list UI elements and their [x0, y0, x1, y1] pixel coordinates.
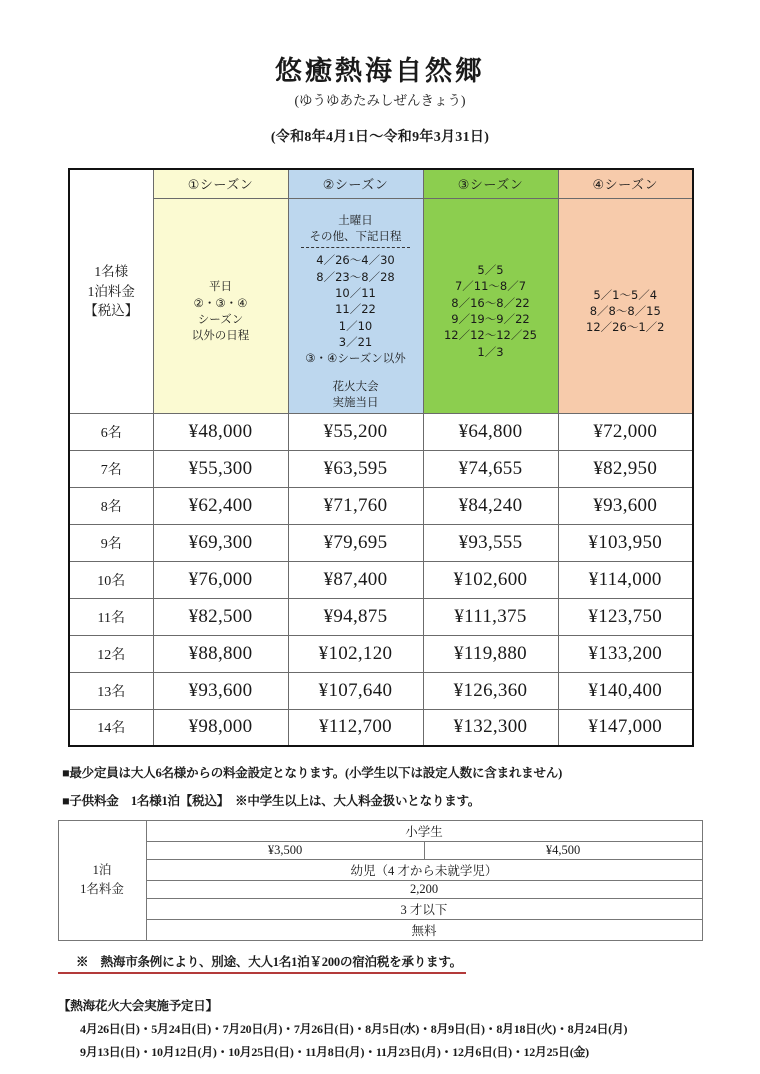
season-date-line: 8／23～8／28: [316, 269, 395, 284]
season-detail-line: 以外の日程: [191, 328, 250, 343]
spacer: [289, 367, 423, 378]
party-size-cell: 6名: [69, 413, 153, 450]
row-header-label-line: 1名様: [94, 263, 129, 279]
season-date-line: 5／1～5／4: [593, 287, 658, 302]
price-cell-season-4: ¥133,200: [558, 635, 693, 672]
child-table-cell: 無料: [146, 919, 702, 940]
season-date-line: 1／10: [338, 318, 373, 333]
season-date-line: 3／21: [338, 335, 373, 350]
table-row: [69, 561, 693, 598]
child-price-table: [58, 820, 703, 941]
price-cell-season-1: ¥76,000: [153, 561, 288, 598]
season-detail-2: [288, 198, 423, 413]
main-price-table: [68, 168, 694, 747]
season-detail-line: シーズン: [197, 312, 244, 327]
fireworks-schedule-line: 4月26日(日)・5月24日(日)・7月20日(月)・7月26日(日)・8月5日(水)・8月9日(日)・8月18日(火)・8月24日(月): [80, 1021, 628, 1036]
table-row: [69, 450, 693, 487]
child-table-row: [58, 820, 702, 841]
child-table-row: [58, 919, 702, 940]
price-cell-season-3: ¥132,300: [423, 709, 558, 746]
price-cell-season-3: ¥111,375: [423, 598, 558, 635]
table-row: [69, 487, 693, 524]
season-date-line: 9／19～9／22: [451, 312, 530, 327]
child-price-right: ¥4,500: [424, 841, 702, 859]
page-title: 悠癒熱海自然郷: [275, 56, 485, 86]
footer-block: [50, 952, 710, 1060]
fireworks-schedule-line: 9月13日(日)・10月12日(月)・10月25日(日)・11月8日(月)・11月23日(月)・12月6日(日)・12月25日(金): [80, 1044, 589, 1059]
table-row: [69, 524, 693, 561]
price-cell-season-1: ¥48,000: [153, 413, 288, 450]
validity-period: (令和8年4月1日～令和9年3月31日): [270, 130, 490, 146]
child-table-row: [58, 841, 702, 859]
dashed-divider: [301, 247, 411, 248]
fireworks-schedule-title: 【熱海花火大会実施予定日】: [58, 998, 218, 1013]
price-cell-season-4: ¥123,750: [558, 598, 693, 635]
party-size-cell: 8名: [69, 487, 153, 524]
price-cell-season-2: ¥112,700: [288, 709, 423, 746]
season-detail-1: [153, 198, 288, 413]
price-cell-season-4: ¥82,950: [558, 450, 693, 487]
price-cell-season-3: ¥64,800: [423, 413, 558, 450]
season-date-line: 10／11: [335, 286, 376, 301]
price-cell-season-4: ¥147,000: [558, 709, 693, 746]
season-detail-line: ②・③・④: [193, 295, 248, 310]
season-date-line: 11／22: [335, 302, 376, 317]
child-table-cell: 幼児（4 才から未就学児）: [146, 859, 702, 880]
season-detail-line: 土曜日: [338, 212, 373, 227]
season-date-line: 8／16～8／22: [451, 295, 530, 310]
page-title-kana: (ゆうゆあたみしぜんきょう): [294, 93, 466, 109]
child-table-cell: 2,200: [146, 880, 702, 898]
season-detail-line: 平日: [209, 279, 232, 294]
price-cell-season-4: ¥103,950: [558, 524, 693, 561]
price-cell-season-4: ¥93,600: [558, 487, 693, 524]
price-cell-season-3: ¥84,240: [423, 487, 558, 524]
table-row: [69, 598, 693, 635]
price-cell-season-2: ¥63,595: [288, 450, 423, 487]
party-size-cell: 12名: [69, 635, 153, 672]
main-price-table-wrapper: [68, 168, 692, 747]
season-detail-line: その他、下記日程: [309, 229, 402, 244]
season-date-line: ③・④シーズン以外: [305, 351, 406, 366]
price-cell-season-1: ¥62,400: [153, 487, 288, 524]
price-cell-season-2: ¥79,695: [288, 524, 423, 561]
price-cell-season-1: ¥82,500: [153, 598, 288, 635]
note-child-fee-heading: ■子供料金 1名様1泊【税込】 ※中学生以上は、大人料金扱いとなります。: [62, 793, 481, 808]
price-cell-season-1: ¥88,800: [153, 635, 288, 672]
price-cell-season-1: ¥69,300: [153, 524, 288, 561]
price-cell-season-1: ¥93,600: [153, 672, 288, 709]
child-table-row: [58, 859, 702, 880]
price-cell-season-1: ¥55,300: [153, 450, 288, 487]
season-date-line: 12／26～1／2: [586, 320, 665, 335]
price-cell-season-3: ¥93,555: [423, 524, 558, 561]
table-row: [69, 635, 693, 672]
season-header-3: ③シーズン: [423, 169, 558, 198]
season-detail-footnote: 花火大会: [332, 378, 379, 393]
price-cell-season-4: ¥140,400: [558, 672, 693, 709]
child-table-row: [58, 898, 702, 919]
party-size-cell: 14名: [69, 709, 153, 746]
row-header-label-line: 1泊料金: [87, 283, 135, 299]
season-header-2: ②シーズン: [288, 169, 423, 198]
price-cell-season-3: ¥126,360: [423, 672, 558, 709]
child-price-left: ¥3,500: [146, 841, 424, 859]
season-header-4: ④シーズン: [558, 169, 693, 198]
season-date-line: 5／5: [477, 263, 504, 278]
title-block: [0, 0, 760, 146]
price-cell-season-1: ¥98,000: [153, 709, 288, 746]
season-detail-4: [558, 198, 693, 413]
party-size-cell: 11名: [69, 598, 153, 635]
price-cell-season-4: ¥114,000: [558, 561, 693, 598]
price-cell-season-3: ¥74,655: [423, 450, 558, 487]
price-cell-season-2: ¥87,400: [288, 561, 423, 598]
price-cell-season-2: ¥102,120: [288, 635, 423, 672]
season-detail-3: [423, 198, 558, 413]
price-cell-season-2: ¥55,200: [288, 413, 423, 450]
price-cell-season-4: ¥72,000: [558, 413, 693, 450]
row-header-label: [69, 169, 153, 413]
child-table-row-label-line: 1泊: [92, 863, 112, 878]
child-table-cell: 小学生: [146, 820, 702, 841]
party-size-cell: 7名: [69, 450, 153, 487]
price-cell-season-3: ¥119,880: [423, 635, 558, 672]
child-table-row-label-line: 1名料金: [80, 882, 124, 897]
table-row: [69, 413, 693, 450]
price-cell-season-3: ¥102,600: [423, 561, 558, 598]
child-table-row-label: [58, 820, 146, 940]
season-date-line: 1／3: [477, 344, 504, 359]
child-table-cell: 3 才以下: [146, 898, 702, 919]
table-row: [69, 709, 693, 746]
table-row: [69, 672, 693, 709]
season-date-line: 12／12～12／25: [443, 328, 538, 343]
note-minimum-occupancy: ■最少定員は大人6名様からの料金設定となります。(小学生以下は設定人数に含まれません): [62, 766, 563, 781]
price-cell-season-2: ¥107,640: [288, 672, 423, 709]
party-size-cell: 10名: [69, 561, 153, 598]
season-date-line: 4／26～4／30: [316, 253, 395, 268]
child-table-row: [58, 880, 702, 898]
row-header-label-line: 【税込】: [84, 303, 139, 319]
party-size-cell: 13名: [69, 672, 153, 709]
party-size-cell: 9名: [69, 524, 153, 561]
season-date-line: 7／11～8／7: [454, 279, 527, 294]
notes-block: [55, 764, 705, 811]
season-detail-footnote: 実施当日: [332, 395, 379, 410]
child-price-table-wrapper: [58, 820, 703, 941]
price-cell-season-2: ¥94,875: [288, 598, 423, 635]
season-date-line: 8／8～8／15: [589, 303, 661, 318]
season-header-1: ①シーズン: [153, 169, 288, 198]
accommodation-tax-note: ※ 熱海市条例により、別途、大人1名1泊￥200の宿泊税を承ります。: [58, 952, 466, 974]
price-cell-season-2: ¥71,760: [288, 487, 423, 524]
